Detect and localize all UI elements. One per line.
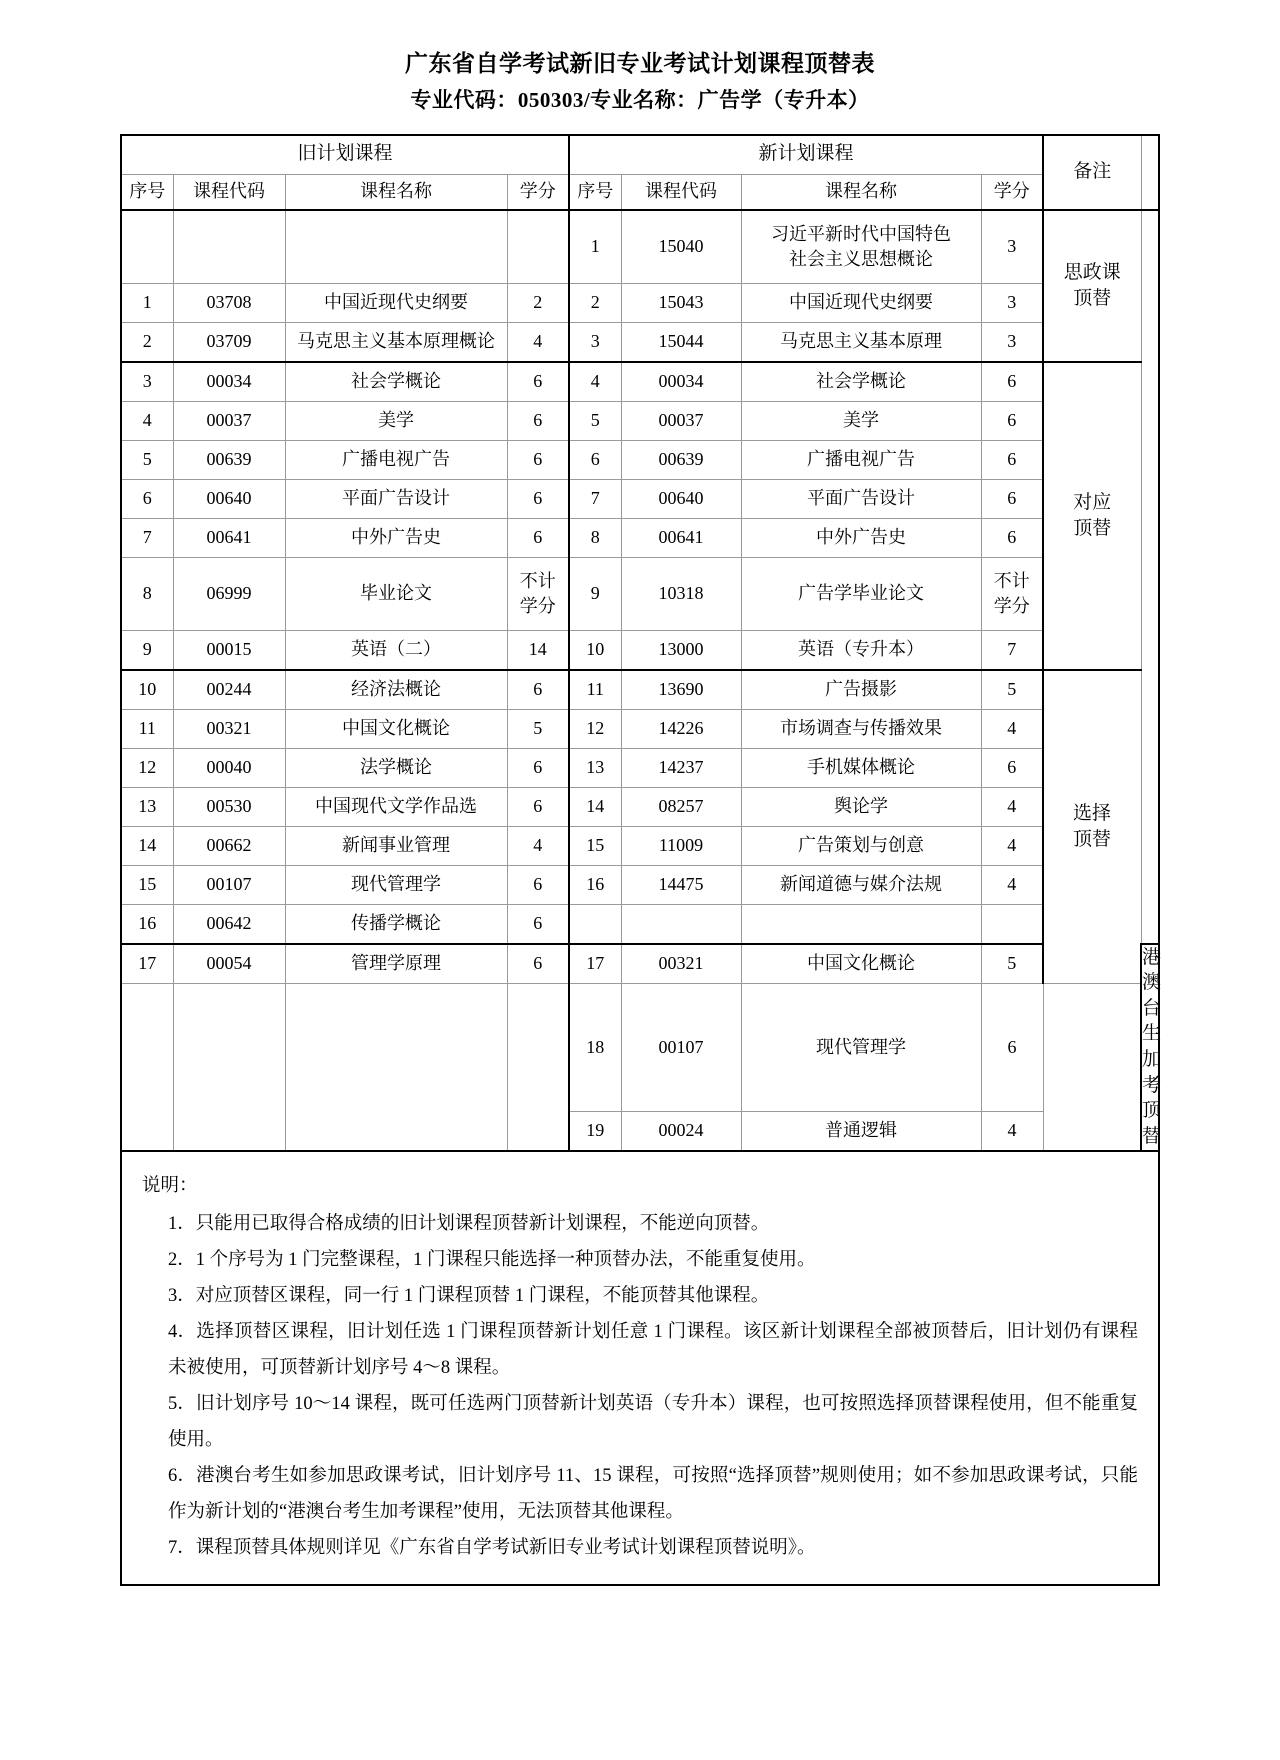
cell-old-name [285,210,507,284]
cell-new-name: 广播电视广告 [741,440,981,479]
cell-new-code: 00037 [621,401,741,440]
cell-old-credits: 6 [507,479,569,518]
cell-new-code: 10318 [621,557,741,630]
page-title: 广东省自学考试新旧专业考试计划课程顶替表 [405,51,875,76]
remark-group-xuanze [1043,670,1141,984]
cell-new-credits: 5 [981,944,1043,984]
notes-heading: 说明： [142,1175,198,1196]
cell-new-credits: 6 [981,983,1043,1111]
cell-old-no: 13 [121,787,173,826]
col-header-new-name: 课程名称 [741,174,981,210]
col-header-old-no: 序号 [121,174,173,210]
cell-old-name: 中国现代文学作品选 [285,787,507,826]
cell-old-no: 3 [121,362,173,402]
cell-old-credits: 2 [507,283,569,322]
cell-new-no: 14 [569,787,621,826]
cell-new-no: 2 [569,283,621,322]
cell-new-code: 14237 [621,748,741,787]
cell-old-code: 03709 [173,322,285,362]
cell-new-name: 广告学毕业论文 [741,557,981,630]
cell-new-name: 现代管理学 [741,983,981,1111]
cell-old-code: 00015 [173,630,285,670]
cell-old-credits: 6 [507,440,569,479]
cell-old-credits: 14 [507,630,569,670]
table-row [121,865,1159,904]
table-row [121,670,1159,710]
header-remarks: 备注 [1043,135,1141,210]
cell-old-name: 经济法概论 [285,670,507,710]
cell-new-credits: 6 [981,440,1043,479]
cell-old-no: 16 [121,904,173,944]
cell-new-code: 00639 [621,440,741,479]
cell-new-code: 00321 [621,944,741,984]
cell-old-name: 中国近现代史纲要 [285,283,507,322]
cell-old-no: 6 [121,479,173,518]
cell-new-name: 广告摄影 [741,670,981,710]
cell-old-credits: 6 [507,944,569,984]
cell-new-name: 手机媒体概论 [741,748,981,787]
table-group-header-row [121,135,1159,175]
cell-old-no: 10 [121,670,173,710]
cell-new-code: 11009 [621,826,741,865]
cell-new-code: 00640 [621,479,741,518]
note-item-5: 5．旧计划序号 10～14 课程，既可任选两门顶替新计划英语（专升本）课程，也可按照选择顶替课程使用，但不能重复使用。 [168,1394,1138,1451]
note-item-2: 2．1 个序号为 1 门完整课程，1 门课程只能选择一种顶替办法，不能重复使用。 [168,1249,816,1270]
remark-line1: 思政课 [1063,261,1121,283]
cell-new-code: 00641 [621,518,741,557]
note-item-7: 7．课程顶替具体规则详见《广东省自学考试新旧专业考试计划课程顶替说明》。 [168,1538,816,1559]
cell-new-name: 市场调查与传播效果 [741,709,981,748]
cell-old-name: 英语（二） [285,630,507,670]
cell-old-code: 00530 [173,787,285,826]
cell-old-no: 9 [121,630,173,670]
cell-new-code: 13690 [621,670,741,710]
cell-new-code: 15043 [621,283,741,322]
remark-group-sizheng [1043,210,1141,362]
remark-line1: 港澳台 [1142,946,1162,1019]
cell-old-name: 传播学概论 [285,904,507,944]
cell-new-name-line1: 习近平新时代中国特色 [771,224,952,245]
cell-old-name: 马克思主义基本原理概论 [285,322,507,362]
cell-old-code: 00054 [173,944,285,984]
cell-new-credits-line1: 不计 [993,571,1030,592]
cell-old-name: 管理学原理 [285,944,507,984]
cell-old-code: 00639 [173,440,285,479]
cell-old-name: 社会学概论 [285,362,507,402]
note-item-3: 3．对应顶替区课程，同一行 1 门课程顶替 1 门课程，不能顶替其他课程。 [168,1285,770,1306]
cell-new-name: 美学 [741,401,981,440]
table-row [121,983,1159,1111]
table-column-header-row [121,174,1159,210]
table-row [121,557,1159,630]
cell-old-no [121,210,173,284]
cell-new-name: 广告策划与创意 [741,826,981,865]
cell-new-no: 12 [569,709,621,748]
cell-new-code: 13000 [621,630,741,670]
cell-old-no: 1 [121,283,173,322]
cell-new-name: 英语（专升本） [741,630,981,670]
cell-new-code: 00024 [621,1111,741,1151]
cell-new-credits: 3 [981,283,1043,322]
cell-new-code: 15040 [621,210,741,284]
cell-new-no: 7 [569,479,621,518]
cell-old-no [121,983,173,1151]
cell-new-credits: 4 [981,1111,1043,1151]
cell-old-name: 现代管理学 [285,865,507,904]
cell-old-credits: 6 [507,787,569,826]
cell-new-credits [981,557,1043,630]
cell-old-name: 中国文化概论 [285,709,507,748]
cell-old-no: 17 [121,944,173,984]
cell-old-credits [507,557,569,630]
cell-old-credits: 6 [507,401,569,440]
cell-new-credits: 7 [981,630,1043,670]
table-row [121,479,1159,518]
cell-new-no: 6 [569,440,621,479]
cell-new-name [741,210,981,284]
cell-new-no: 9 [569,557,621,630]
cell-new-credits: 5 [981,670,1043,710]
col-header-old-code: 课程代码 [173,174,285,210]
cell-old-name: 新闻事业管理 [285,826,507,865]
cell-old-credits: 6 [507,362,569,402]
note-item-6: 6．港澳台考生如参加思政课考试，旧计划序号 11、15 课程，可按照“选择顶替”规则使用；如不参加思政课考试，只能作为新计划的“港澳台考生加考课程”使用，无法顶替其他课程。 [168,1466,1138,1523]
cell-old-credits-line1: 不计 [519,571,556,592]
cell-old-no: 15 [121,865,173,904]
cell-old-credits: 6 [507,670,569,710]
cell-old-name: 美学 [285,401,507,440]
remark-group-duiying [1043,362,1141,670]
cell-new-credits: 4 [981,709,1043,748]
cell-old-credits: 4 [507,322,569,362]
col-header-new-code: 课程代码 [621,174,741,210]
cell-old-credits [507,983,569,1151]
cell-new-no: 16 [569,865,621,904]
cell-old-credits-line2: 学分 [519,595,556,616]
notes-section [120,1152,1160,1587]
cell-old-code: 00244 [173,670,285,710]
cell-old-name: 法学概论 [285,748,507,787]
page-subtitle: 专业代码：050303/专业名称：广告学（专升本） [410,88,870,113]
col-header-old-name: 课程名称 [285,174,507,210]
cell-new-name: 中国近现代史纲要 [741,283,981,322]
cell-new-no: 11 [569,670,621,710]
table-row [121,630,1159,670]
cell-new-credits: 3 [981,210,1043,284]
cell-old-name [285,983,507,1151]
cell-new-no: 19 [569,1111,621,1151]
cell-new-credits-line2: 学分 [993,595,1030,616]
cell-new-name: 平面广告设计 [741,479,981,518]
cell-old-code [173,210,285,284]
note-item-1: 1．只能用已取得合格成绩的旧计划课程顶替新计划课程，不能逆向顶替。 [168,1213,770,1234]
note-item-4: 4．选择顶替区课程，旧计划任选 1 门课程顶替新计划任意 1 门课程。该区新计划课程全部被顶替后，旧计划仍有课程未被使用，可顶替新计划序号 4～8 课程。 [168,1321,1138,1378]
cell-old-code: 00321 [173,709,285,748]
table-row [121,787,1159,826]
cell-old-code: 00640 [173,479,285,518]
cell-old-no: 7 [121,518,173,557]
header-old-plan: 旧计划课程 [121,135,569,175]
cell-old-code: 00662 [173,826,285,865]
remark-group-gangaotai [1141,944,1162,1151]
cell-old-credits: 6 [507,518,569,557]
cell-new-name-line2: 社会主义思想概论 [789,248,934,269]
table-row [121,362,1159,402]
cell-new-credits: 3 [981,322,1043,362]
cell-new-credits: 4 [981,865,1043,904]
cell-old-credits: 6 [507,865,569,904]
cell-old-credits: 6 [507,904,569,944]
cell-old-no: 4 [121,401,173,440]
cell-old-code: 00641 [173,518,285,557]
cell-old-no: 8 [121,557,173,630]
cell-new-credits: 6 [981,518,1043,557]
cell-old-credits: 5 [507,709,569,748]
remark-line2: 顶替 [1073,828,1112,850]
remark-line3: 顶替 [1142,1100,1162,1148]
cell-old-no: 12 [121,748,173,787]
cell-new-no: 1 [569,210,621,284]
cell-old-no: 5 [121,440,173,479]
course-substitution-table-wrapper [120,134,1160,1152]
cell-old-name: 平面广告设计 [285,479,507,518]
header-new-plan: 新计划课程 [569,135,1043,175]
cell-old-credits: 6 [507,748,569,787]
cell-new-code: 14226 [621,709,741,748]
cell-new-credits: 6 [981,401,1043,440]
cell-old-no: 14 [121,826,173,865]
table-row [121,944,1159,984]
cell-new-no: 5 [569,401,621,440]
cell-new-code: 00034 [621,362,741,402]
remark-line2: 生加考 [1142,1023,1162,1096]
cell-old-code [173,983,285,1151]
cell-new-no: 13 [569,748,621,787]
cell-old-code: 00040 [173,748,285,787]
cell-old-name: 毕业论文 [285,557,507,630]
cell-new-name [741,904,981,944]
cell-new-name: 新闻道德与媒介法规 [741,865,981,904]
cell-new-name: 社会学概论 [741,362,981,402]
cell-new-no: 10 [569,630,621,670]
cell-new-credits [981,904,1043,944]
cell-new-name: 舆论学 [741,787,981,826]
col-header-new-credits: 学分 [981,174,1043,210]
cell-old-code: 00034 [173,362,285,402]
cell-new-code [621,904,741,944]
cell-new-code: 14475 [621,865,741,904]
col-header-new-no: 序号 [569,174,621,210]
remark-line1: 选择 [1073,802,1112,824]
cell-new-no: 4 [569,362,621,402]
remark-line2: 顶替 [1073,517,1112,539]
cell-new-no: 8 [569,518,621,557]
cell-old-no: 2 [121,322,173,362]
table-row [121,210,1159,284]
table-row [121,401,1159,440]
table-row [121,709,1159,748]
cell-new-credits: 6 [981,748,1043,787]
cell-old-name: 中外广告史 [285,518,507,557]
table-row [121,322,1159,362]
cell-new-no [569,904,621,944]
cell-new-no: 18 [569,983,621,1111]
table-row [121,518,1159,557]
cell-new-name: 中国文化概论 [741,944,981,984]
cell-new-credits: 4 [981,826,1043,865]
cell-new-name: 中外广告史 [741,518,981,557]
cell-new-name: 马克思主义基本原理 [741,322,981,362]
cell-new-code: 08257 [621,787,741,826]
remark-line2: 顶替 [1073,287,1112,309]
cell-old-code: 00037 [173,401,285,440]
remark-line1: 对应 [1073,491,1112,513]
cell-old-code: 00642 [173,904,285,944]
cell-new-name: 普通逻辑 [741,1111,981,1151]
cell-new-credits: 4 [981,787,1043,826]
cell-new-credits: 6 [981,362,1043,402]
table-row [121,283,1159,322]
cell-new-no: 15 [569,826,621,865]
cell-old-code: 06999 [173,557,285,630]
cell-old-credits: 4 [507,826,569,865]
cell-new-credits: 6 [981,479,1043,518]
cell-old-credits [507,210,569,284]
cell-new-code: 15044 [621,322,741,362]
table-row [121,440,1159,479]
cell-old-name: 广播电视广告 [285,440,507,479]
table-row [121,826,1159,865]
cell-old-code: 00107 [173,865,285,904]
title-block [0,0,1280,117]
cell-old-no: 11 [121,709,173,748]
cell-old-code: 03708 [173,283,285,322]
course-substitution-table [120,134,1160,1152]
table-row [121,904,1159,944]
cell-new-no: 3 [569,322,621,362]
col-header-old-credits: 学分 [507,174,569,210]
table-row [121,748,1159,787]
cell-new-code: 00107 [621,983,741,1111]
cell-new-no: 17 [569,944,621,984]
